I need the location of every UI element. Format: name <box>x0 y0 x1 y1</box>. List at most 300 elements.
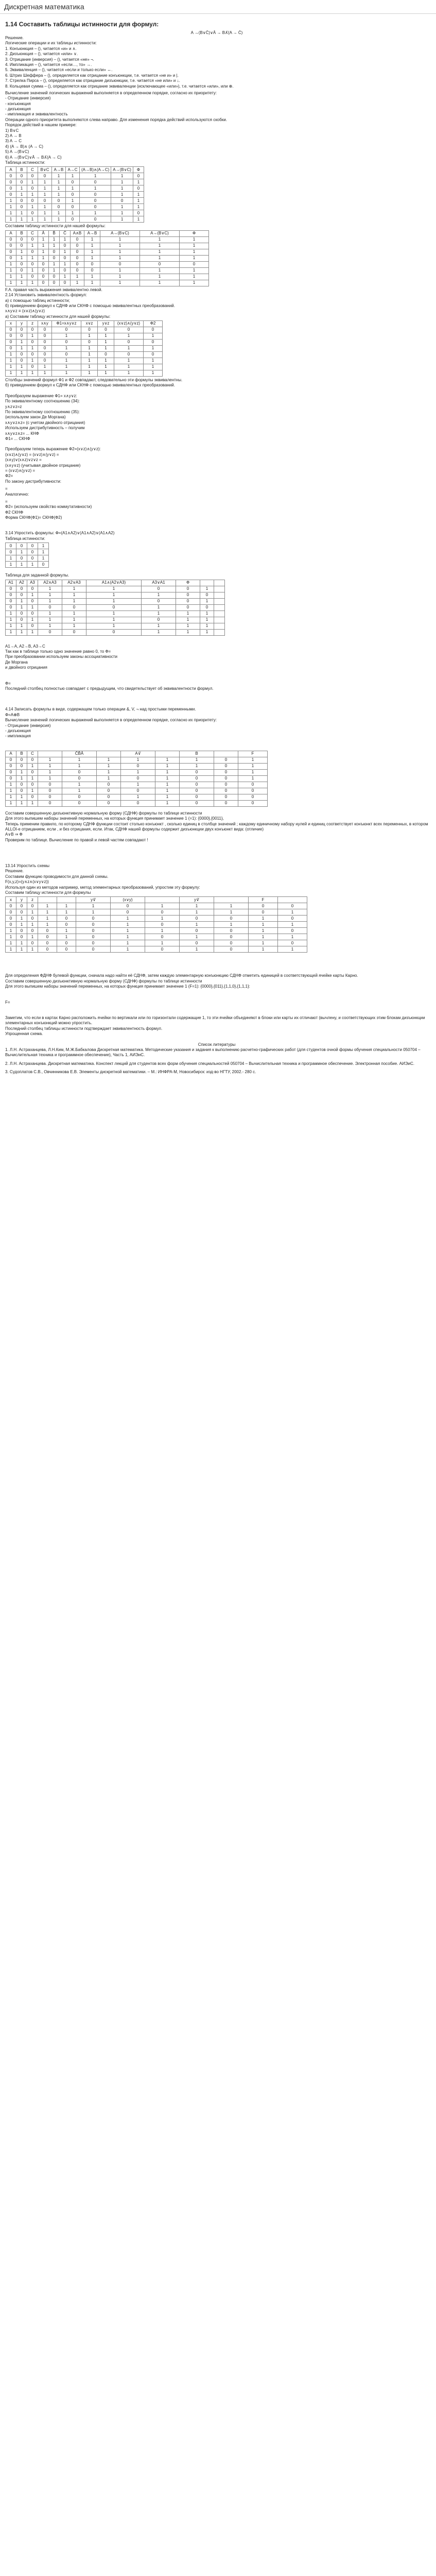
table-cell: 0 <box>27 757 38 763</box>
table-cell: B <box>180 751 214 757</box>
paragraph: - Отрицание (инверсия) <box>5 723 51 728</box>
table-cell: 0 <box>180 788 214 794</box>
paragraph: Ф2= (используем свойство коммутативности) <box>5 504 92 510</box>
table-cell: 1 <box>180 280 209 286</box>
table-cell: 1 <box>38 216 52 223</box>
table-cell: 1 <box>27 909 38 916</box>
paragraph: Используя один из методов например, метод элементарных преобразований, упростим эту формулу: <box>5 885 200 890</box>
paragraph: Операции одного приоритета выполняются слева направо. Для изменения порядка действий используются скобки. <box>5 117 228 122</box>
table-cell: 1 <box>121 782 155 788</box>
table-cell: 0 <box>97 788 121 794</box>
table-cell: 1 <box>6 788 16 794</box>
table-cell: 1 <box>200 598 214 604</box>
table-row <box>6 611 225 617</box>
table-cell: 0 <box>6 909 16 916</box>
table-cell: 0 <box>114 340 144 346</box>
table-cell: 0 <box>52 198 66 204</box>
table-cell: 0 <box>60 280 71 286</box>
table-cell: 1 <box>71 274 84 280</box>
table-cell: 0 <box>66 179 80 185</box>
table-cell: 0 <box>6 763 16 769</box>
table-cell: 0 <box>278 940 307 946</box>
table-cell: 1 <box>111 934 145 940</box>
paragraph: б) приведением формул к СДНФ или СКНФ с помощью эквивалентных преобразований. <box>5 383 175 388</box>
table-cell: 1 <box>133 179 144 185</box>
table-cell: 1 <box>66 185 80 192</box>
truth-table <box>5 751 268 807</box>
table-row <box>6 340 163 346</box>
table-cell: 1 <box>86 598 142 604</box>
table-cell: 1 <box>16 629 27 635</box>
table-cell: x <box>6 897 16 903</box>
table-cell: 0 <box>214 769 238 775</box>
table-cell: 1 <box>98 340 114 346</box>
table-cell: 0 <box>6 249 16 255</box>
table-cell: 1 <box>38 769 62 775</box>
truth-table <box>5 543 49 568</box>
table-cell: 1 <box>6 352 16 358</box>
paragraph: 5. Эквиваленция – (), читается «если и только если» ↔. <box>5 67 113 73</box>
paragraph: - импликация <box>5 734 31 739</box>
table-cell: 1 <box>38 763 62 769</box>
paragraph: Составим функцию проводимости для данной схемы. <box>5 874 109 879</box>
table-cell: 0 <box>38 940 57 946</box>
table-cell: 0 <box>71 267 84 274</box>
paragraph: 3. Судоплатов С.В., Овчинникова Е.В. Элементы дискретной математики. – М.: ИНФРА-М, Новосибирск: изд-во НГТУ, 2002.- 280 с. <box>5 1070 256 1075</box>
table-cell: A→B <box>84 230 100 236</box>
table-cell: 1 <box>180 763 214 769</box>
table-cell: 0 <box>76 928 111 934</box>
table-cell: 0 <box>71 243 84 249</box>
table-cell: 0 <box>6 604 16 611</box>
table-cell: 1 <box>76 903 111 909</box>
table-cell: 0 <box>49 255 60 261</box>
table-cell: 0 <box>76 946 111 953</box>
table-cell: 0 <box>38 274 49 280</box>
table-cell: 0 <box>76 922 111 928</box>
table-row <box>6 940 307 946</box>
table-cell: 1 <box>16 775 27 782</box>
table-row <box>6 897 307 903</box>
spacer <box>5 388 428 394</box>
table-cell: 1 <box>81 346 98 352</box>
table-row <box>6 358 163 364</box>
table-cell: 1 <box>155 788 180 794</box>
table-cell: 0 <box>27 623 38 629</box>
table-cell: 1 <box>38 922 57 928</box>
table-cell: 1 <box>144 333 163 340</box>
table-cell: 0 <box>49 249 60 255</box>
paragraph: 2. Дизъюнкция – (), читается «или» ∨. <box>5 52 78 57</box>
table-cell: C <box>27 230 38 236</box>
table-cell: 1 <box>155 800 180 806</box>
table-cell: 1 <box>176 629 200 635</box>
table-cell: 1 <box>27 562 38 568</box>
table-cell: 1 <box>180 946 214 953</box>
table-cell: 1 <box>249 934 278 940</box>
table-cell: Ā <box>38 230 49 236</box>
table-cell: 1 <box>38 586 62 592</box>
table-cell <box>214 629 225 635</box>
table-cell: 0 <box>57 922 76 928</box>
spacer <box>5 691 428 707</box>
table-cell: 0 <box>57 916 76 922</box>
document-body <box>5 21 428 1075</box>
table-cell: 1 <box>97 763 121 769</box>
paragraph: Для определения ФДНФ булевой функции, сначала надо найти её СДНФ, затем каждую элементарную конъюнкцию СДНФ отметить единицей в соответствующей ячейке карты Карно. <box>5 973 358 978</box>
table-cell: 1 <box>176 611 200 617</box>
paragraph: 2. Л.Н. Астраханцева. Дискретная математика. Конспект лекций для студентов всех форм обучения специальностей 050704 – Вычислительная техника и программное обеспечение. Электронная пособие. АИЭиС. <box>5 1061 414 1066</box>
page-header-title: Дискретная математика <box>4 3 84 11</box>
table-cell: 1 <box>100 236 140 243</box>
table-cell: 1 <box>38 210 52 216</box>
table-cell: B <box>16 230 27 236</box>
table-cell: 0 <box>142 586 176 592</box>
table-cell: 0 <box>144 352 163 358</box>
spacer <box>5 671 428 681</box>
table-cell: 1 <box>200 623 214 629</box>
table-cell: 1 <box>16 274 27 280</box>
paragraph: A∨B ⇒ Ф <box>5 832 23 837</box>
table-cell: 0 <box>6 903 16 909</box>
table-cell: 0 <box>80 192 111 198</box>
table-cell: 0 <box>6 173 16 179</box>
table-cell: 0 <box>27 903 38 909</box>
table-cell: 0 <box>62 800 97 806</box>
table-cell: 0 <box>38 173 52 179</box>
table-cell: 0 <box>38 604 62 611</box>
table-cell: 0 <box>278 928 307 934</box>
truth-table <box>5 166 144 223</box>
table-cell: 1 <box>140 280 180 286</box>
table-row <box>6 333 163 340</box>
table-cell: 1 <box>66 198 80 204</box>
table-cell: 1 <box>100 255 140 261</box>
paragraph: Форма СКНФ(Ф1)= СКНФ(Ф2) <box>5 515 62 520</box>
table-cell <box>145 897 180 903</box>
table-cell: A∧B <box>71 230 84 236</box>
table-cell: 0 <box>38 782 62 788</box>
table-cell: 1 <box>111 192 133 198</box>
table-cell: 0 <box>180 940 214 946</box>
table-cell: 0 <box>27 352 38 358</box>
table-cell: 1 <box>114 346 144 352</box>
table-cell: 1 <box>278 922 307 928</box>
table-cell: 1 <box>6 623 16 629</box>
table-cell: 1 <box>6 794 16 800</box>
table-cell: 0 <box>16 179 27 185</box>
paragraph: Теперь применим правило, по которому СДНФ функции состоит столько конъюнкт , сколько единиц в столбце значений ; каждому единичному набору нулей и единиц соответствует конъюнкт всех переменных, в котором ALLOI-е отрицанием, если , и без отрицания, если. Итак, СДНФ нашей формулы содержит дизъюнкции двух конъюнкт вида: (отличие) <box>5 821 428 832</box>
table-row <box>6 909 307 916</box>
table-cell: 0 <box>6 327 16 333</box>
paragraph: 4.14 Записать формулы в виде, содержащем только операции &, V, ¬ над простыми переменными. <box>5 707 196 712</box>
table-cell: 1 <box>200 611 214 617</box>
table-cell: 1 <box>38 185 52 192</box>
table-cell: 0 <box>71 261 84 267</box>
table-cell <box>214 897 249 903</box>
table-cell: y <box>16 321 27 327</box>
table-cell: 0 <box>27 611 38 617</box>
table-cell: 1 <box>16 800 27 806</box>
table-cell: 1 <box>38 236 49 243</box>
paragraph: A →(B∨C̄)∨Ā → B∧̅(A → C̄) <box>190 30 243 35</box>
header-bar <box>0 0 436 14</box>
table-cell: 0 <box>180 782 214 788</box>
table-cell: 0 <box>84 261 100 267</box>
table-cell: 1 <box>144 358 163 364</box>
table-cell: 1 <box>38 916 57 922</box>
table-cell: 1 <box>81 370 98 377</box>
table-row <box>6 549 49 555</box>
table-row <box>6 604 225 611</box>
table-cell: 0 <box>66 204 80 210</box>
paragraph: а) Составим таблицу истинности для нашей формулы: <box>5 314 111 319</box>
table-cell: 1 <box>6 210 16 216</box>
table-cell: 1 <box>27 255 38 261</box>
table-cell: 0 <box>38 800 62 806</box>
table-cell: 0 <box>38 934 57 940</box>
table-cell: 0 <box>144 340 163 346</box>
paragraph: F= <box>5 999 10 1005</box>
table-cell: A1 <box>6 580 16 586</box>
paragraph: 1. Л.Н. Астраханцева, Л.Н.Ким, М.Ж.Бабкалова Дискретная математика. Методические указания и задания к выполнению расчетно-графических работ (для студентов очной формы обучения специальности 050704 – Вычислительная техника и программное обеспечение), Часть 1, АИЭиС. <box>5 1047 421 1058</box>
table-cell: 1 <box>27 216 38 223</box>
table-cell: 0 <box>27 598 38 604</box>
table-cell: 1 <box>100 249 140 255</box>
table-cell: 1 <box>49 261 60 267</box>
table-cell: 0 <box>121 800 155 806</box>
table-cell: 0 <box>27 555 38 562</box>
table-cell: 0 <box>238 800 268 806</box>
table-cell: 0 <box>98 352 114 358</box>
table-cell: y∨̅ <box>76 897 111 903</box>
table-cell: 1 <box>62 598 86 604</box>
table-cell <box>214 611 225 617</box>
table-cell: 1 <box>140 236 180 243</box>
paragraph: = <box>5 499 8 504</box>
table-row <box>6 173 144 179</box>
table-cell: A <box>6 751 16 757</box>
table-row <box>6 903 307 909</box>
table-cell: 1 <box>121 794 155 800</box>
table-cell: 0 <box>49 274 60 280</box>
table-cell: 0 <box>16 267 27 274</box>
spacer <box>5 569 428 573</box>
table-cell: 1 <box>38 370 52 377</box>
paragraph: Используем дистрибутивность – получим <box>5 426 85 431</box>
table-row <box>6 352 163 358</box>
table-cell: 1 <box>6 274 16 280</box>
table-cell: 0 <box>16 909 27 916</box>
table-cell: 1 <box>142 623 176 629</box>
table-cell: Ф <box>180 230 209 236</box>
table-cell: 0 <box>6 346 16 352</box>
table-cell: 1 <box>111 210 133 216</box>
table-cell: 1 <box>52 358 81 364</box>
table-row <box>6 934 307 940</box>
table-cell: 0 <box>60 255 71 261</box>
table-cell <box>214 586 225 592</box>
table-cell: 1 <box>100 274 140 280</box>
paragraph: - Отрицание (инверсия) <box>5 96 51 101</box>
table-cell: 1 <box>16 249 27 255</box>
table-cell: 1 <box>27 775 38 782</box>
table-row <box>6 617 225 623</box>
table-cell: 0 <box>142 598 176 604</box>
spacer <box>5 990 428 1000</box>
table-cell: 0 <box>145 909 180 916</box>
table-cell: 0 <box>16 243 27 249</box>
table-cell: C <box>27 751 38 757</box>
table-cell: 1 <box>6 940 16 946</box>
table-cell: 0 <box>38 267 49 274</box>
table-row <box>6 928 307 934</box>
table-cell: 0 <box>97 782 121 788</box>
table-cell: 1 <box>62 617 86 623</box>
table-cell: 0 <box>180 261 209 267</box>
table-cell: 1 <box>133 216 144 223</box>
table-cell: 1 <box>38 909 57 916</box>
spacer <box>5 954 428 973</box>
paragraph: Список литературы <box>198 1042 236 1047</box>
table-cell: 1 <box>180 267 209 274</box>
table-cell: Ф <box>133 167 144 173</box>
table-cell: 0 <box>66 216 80 223</box>
table-cell: 1 <box>111 928 145 934</box>
table-cell: 0 <box>180 916 214 922</box>
table-cell: 1 <box>27 592 38 598</box>
table-cell: 1 <box>155 782 180 788</box>
table-cell: 1 <box>98 364 114 370</box>
table-cell: 1 <box>52 210 66 216</box>
table-cell: 0 <box>27 782 38 788</box>
table-cell: 0 <box>16 236 27 243</box>
table-cell: 1 <box>214 909 249 916</box>
table-cell: y∨̅ <box>180 897 214 903</box>
table-cell: 0 <box>76 916 111 922</box>
table-cell: Ф2 <box>144 321 163 327</box>
table-cell: 0 <box>27 928 38 934</box>
table-cell: 1 <box>6 198 16 204</box>
table-cell: 1 <box>81 352 98 358</box>
paragraph: x∧y∨z∧z= (с учетом двойного отрицания) <box>5 420 85 425</box>
table-row <box>6 800 268 806</box>
table-cell: 1 <box>145 940 180 946</box>
table-cell: 1 <box>16 192 27 198</box>
table-cell <box>278 897 307 903</box>
table-cell: 1 <box>144 364 163 370</box>
table-cell: 1 <box>238 757 268 763</box>
table-cell: 1 <box>144 370 163 377</box>
table-row <box>6 555 49 562</box>
table-cell: 0 <box>16 592 27 598</box>
table-cell: 0 <box>214 775 238 782</box>
table-cell: 1 <box>98 346 114 352</box>
table-row <box>6 346 163 352</box>
table-cell <box>214 751 238 757</box>
paragraph: Решение. <box>5 35 24 40</box>
table-cell: 0 <box>6 243 16 249</box>
table-cell: 1 <box>60 261 71 267</box>
table-cell: Ф1=x∧y∨z <box>52 321 81 327</box>
table-cell: 0 <box>38 946 57 953</box>
table-row <box>6 946 307 953</box>
table-cell: x <box>6 321 16 327</box>
table-cell: 1 <box>27 788 38 794</box>
paragraph: 1) B∨C <box>5 128 19 133</box>
table-cell: 1 <box>86 611 142 617</box>
table-cell: 0 <box>145 922 180 928</box>
table-cell: 0 <box>27 274 38 280</box>
table-cell: 0 <box>80 216 111 223</box>
table-cell: A2 <box>16 580 27 586</box>
table-cell: 1 <box>97 757 121 763</box>
table-cell: 1 <box>38 592 62 598</box>
table-cell: 1 <box>6 370 16 377</box>
table-cell: 0 <box>200 604 214 611</box>
paragraph: - дизъюнкция <box>5 728 31 733</box>
table-cell: 1 <box>66 173 80 179</box>
table-cell: 0 <box>180 794 214 800</box>
table-cell: 0 <box>52 327 81 333</box>
paragraph: Аналогично: <box>5 492 29 497</box>
table-cell: 1 <box>16 604 27 611</box>
table-cell: 0 <box>6 586 16 592</box>
spacer <box>5 442 428 447</box>
table-cell: 1 <box>38 757 62 763</box>
table-cell: 1 <box>111 185 133 192</box>
table-row <box>6 236 209 243</box>
table-cell: 0 <box>214 800 238 806</box>
table-cell: 0 <box>16 788 27 794</box>
table-cell: 1 <box>16 364 27 370</box>
table-cell: 1 <box>6 611 16 617</box>
table-cell: 0 <box>62 629 86 635</box>
table-cell: 0 <box>111 903 145 909</box>
table-row <box>6 598 225 604</box>
table-row <box>6 230 209 236</box>
table-cell: 1 <box>142 604 176 611</box>
table-cell: 1 <box>27 946 38 953</box>
table-cell: B̄ <box>49 230 60 236</box>
table-cell: 0 <box>38 352 52 358</box>
table-cell: 0 <box>6 192 16 198</box>
table-cell: 0 <box>80 198 111 204</box>
table-cell: 1 <box>52 185 66 192</box>
table-cell: 1 <box>76 909 111 916</box>
table-cell: 1 <box>38 255 49 261</box>
table-cell: 1 <box>16 562 27 568</box>
table-cell: 0 <box>111 198 133 204</box>
table-cell: 1 <box>52 216 66 223</box>
table-cell: 1 <box>140 249 180 255</box>
table-cell: 1 <box>80 210 111 216</box>
table-cell: 1 <box>16 340 27 346</box>
paragraph: x∧y∨z∧z= ... КНФ <box>5 431 39 436</box>
table-cell: 1 <box>27 370 38 377</box>
table-cell: 0 <box>16 543 27 549</box>
paragraph: Таблица истинности: <box>5 536 45 541</box>
table-cell: 1 <box>98 370 114 377</box>
table-cell: 0 <box>27 185 38 192</box>
table-row <box>6 267 209 274</box>
table-cell: 1 <box>38 611 62 617</box>
table-cell: 0 <box>6 236 16 243</box>
table-cell: 1 <box>98 333 114 340</box>
table-cell: 0 <box>27 364 38 370</box>
truth-table <box>5 230 209 286</box>
table-cell: (A→B)∧(A→C) <box>80 167 111 173</box>
